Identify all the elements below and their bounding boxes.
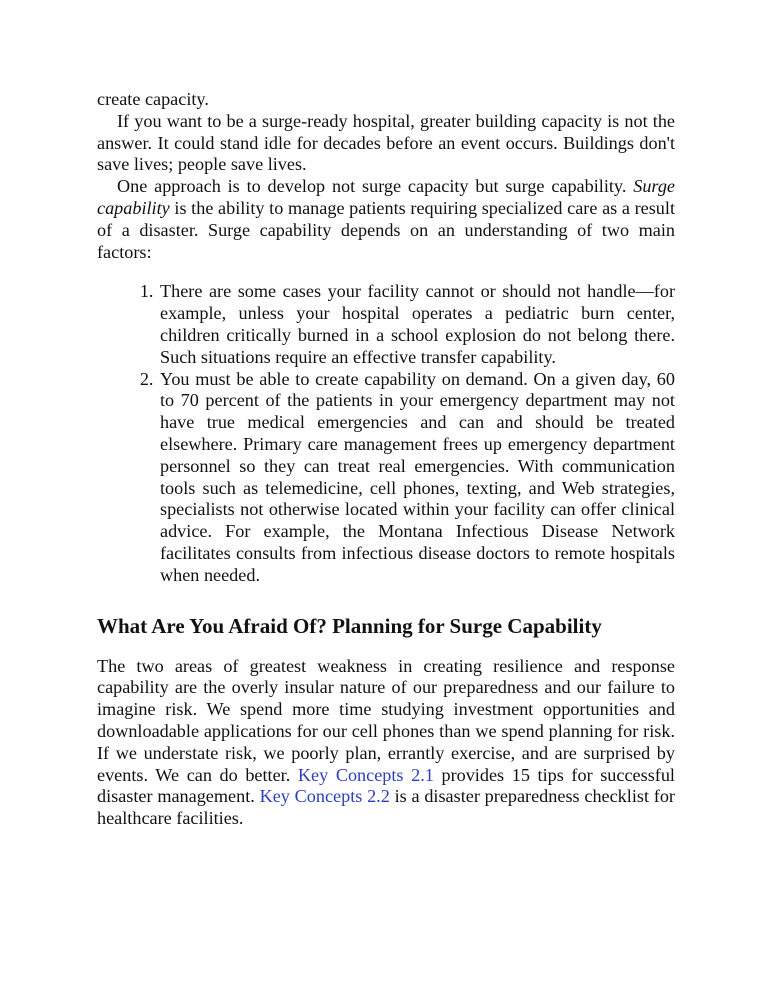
- factor-item-1: 1. There are some cases your facility cannot or should not handle—for example, unless your hospital operates a pediatric burn center, children critically burned in a school explosion do not belong there. Such situations require an effective transfer capability.: [158, 281, 675, 368]
- paragraph-surge-ready: If you want to be a surge-ready hospital, greater building capacity is not the answer. It could stand idle for decades before an event occurs. Buildings don't save lives; people save lives.: [97, 110, 675, 175]
- factors-list: [97, 281, 675, 586]
- section-heading: What Are You Afraid Of? Planning for Surge Capability: [97, 613, 602, 638]
- paragraph-intro-tail: create capacity.: [97, 89, 209, 109]
- key-concepts-2-2-link[interactable]: Key Concepts 2.2: [259, 786, 390, 807]
- weakness-text-3: is a disaster preparedness checklist for healthcare facilities.: [97, 786, 675, 829]
- weakness-text-2: provides 15 tips for successful disaster management.: [97, 764, 675, 807]
- paragraph-weakness: [97, 656, 675, 830]
- surge-capability-term: Surge capability: [97, 176, 675, 218]
- paragraph-surge-capability: [97, 176, 675, 263]
- key-concepts-2-1-link[interactable]: Key Concepts 2.1: [297, 764, 434, 785]
- weakness-text-1: The two areas of greatest weakness in creating resilience and response capability are the overly insular nature of our preparedness and our failure to imagine risk. We spend more time studying investment opportunities and downloadable applications for our cell phones than we spend planning for risk. If we understate risk, we poorly plan, errantly exercise, and are surprised by events. We can do better.: [97, 655, 675, 785]
- capability-rest-text: is the ability to manage patients requiring specialized care as a result of a disaster. Surge capability depends on an understanding of two main factors:: [97, 197, 675, 262]
- capability-lead-text: One approach is to develop not surge capacity but surge capability.: [117, 176, 634, 197]
- factor-item-2: 2. You must be able to create capability on demand. On a given day, 60 to 70 percent of the patients in your emergency department may not have true medical emergencies and can and should be treated elsewhere. Primary care management frees up emergency department personnel so they can treat real emergencies. With communication tools such as telemedicine, cell phones, texting, and Web strategies, specialists not otherwise located within your facility can offer clinical advice. For example, the Montana Infectious Disease Network facilitates consults from infectious disease doctors to remote hospitals when needed.: [158, 369, 675, 587]
